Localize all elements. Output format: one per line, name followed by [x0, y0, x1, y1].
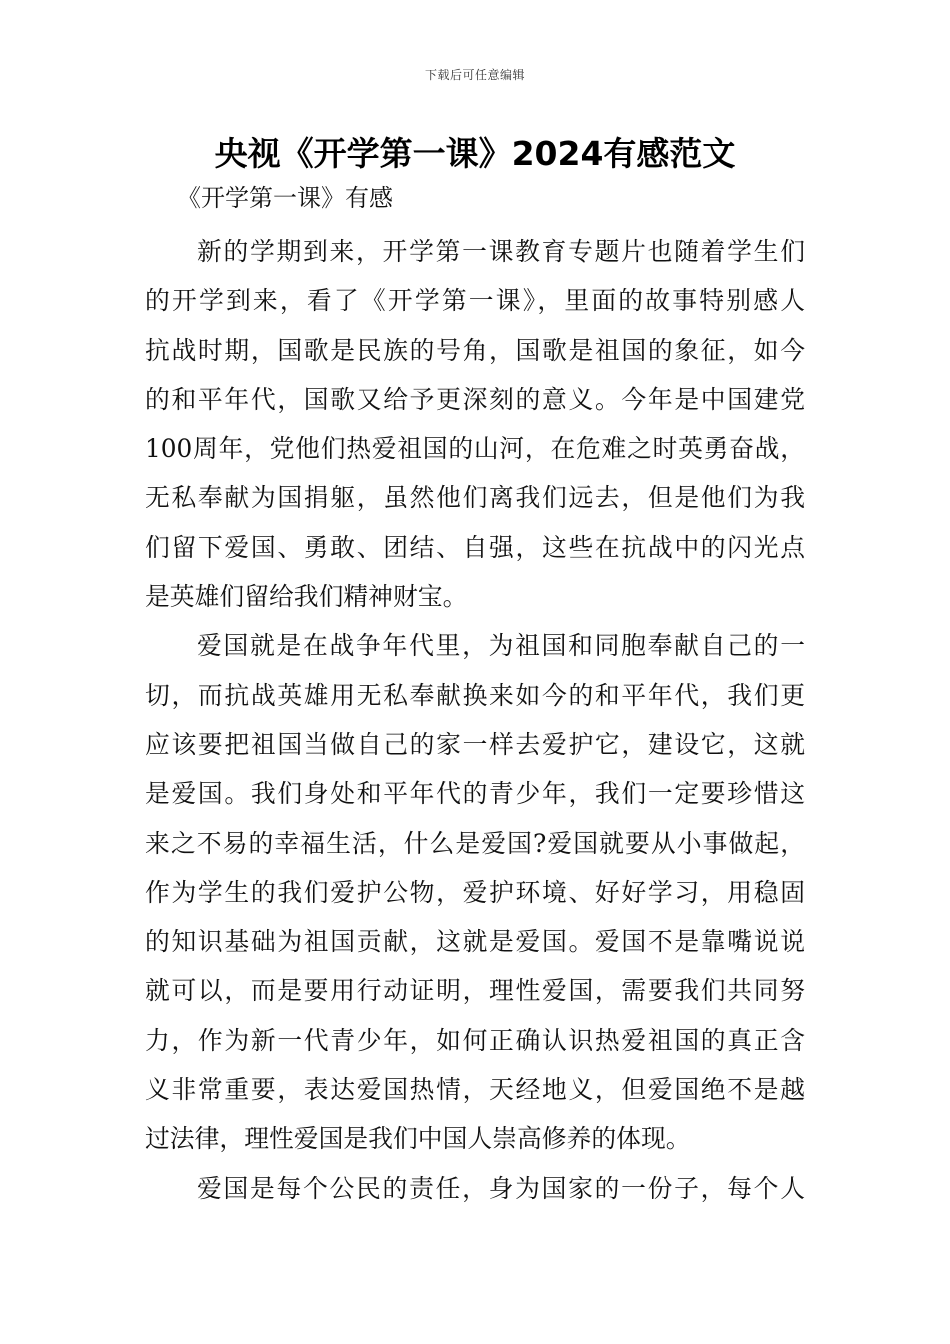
- paragraph-line: 100周年，党他们热爱祖国的山河，在危难之时英勇奋战，: [145, 434, 805, 464]
- paragraph-line: 过法律，理性爱国是我们中国人崇高修养的体现。: [145, 1124, 691, 1154]
- header-note: 下载后可任意编辑: [424, 68, 525, 82]
- paragraph-line: 是英雄们留给我们精神财宝。: [145, 582, 468, 612]
- document-subtitle: 《开学第一课》有感: [177, 184, 393, 212]
- paragraph-line: 来之不易的幸福生活，什么是爱国?爱国就要从小事做起，: [145, 828, 805, 858]
- paragraph-line: 就可以，而是要用行动证明，理性爱国，需要我们共同努: [145, 976, 805, 1006]
- paragraph-line: 的和平年代，国歌又给予更深刻的意义。今年是中国建党: [145, 384, 805, 414]
- paragraph-line: 是爱国。我们身处和平年代的青少年，我们一定要珍惜这: [145, 779, 805, 809]
- paragraph-line: 爱国是每个公民的责任，身为国家的一份子，每个人: [197, 1173, 805, 1203]
- paragraph-line: 无私奉献为国捐躯，虽然他们离我们远去，但是他们为我: [145, 483, 805, 513]
- document-title: 央视《开学第一课》2024有感范文: [214, 134, 736, 173]
- paragraph-line: 作为学生的我们爱护公物，爱护环境、好好学习，用稳固: [145, 877, 805, 907]
- paragraph-line: 新的学期到来，开学第一课教育专题片也随着学生们: [197, 237, 805, 266]
- paragraph-line: 的知识基础为祖国贡献，这就是爱国。爱国不是靠嘴说说: [145, 927, 805, 957]
- paragraph-line: 义非常重要，表达爱国热情，天经地义，但爱国绝不是越: [145, 1075, 805, 1105]
- paragraph-line: 切，而抗战英雄用无私奉献换来如今的和平年代，我们更: [145, 680, 805, 710]
- paragraph-line: 们留下爱国、勇敢、团结、自强，这些在抗战中的闪光点: [145, 532, 805, 562]
- paragraph-line: 抗战时期，国歌是民族的号角，国歌是祖国的象征，如今: [145, 335, 805, 365]
- document-body: [145, 227, 805, 1213]
- paragraph-line: 的开学到来，看了《开学第一课》，里面的故事特别感人: [145, 286, 805, 316]
- paragraph-line: 力，作为新一代青少年，如何正确认识热爱祖国的真正含: [145, 1025, 805, 1055]
- paragraph-line: 应该要把祖国当做自己的家一样去爱护它，建设它，这就: [145, 729, 805, 759]
- paragraph-line: 爱国就是在战争年代里，为祖国和同胞奉献自己的一: [197, 631, 805, 661]
